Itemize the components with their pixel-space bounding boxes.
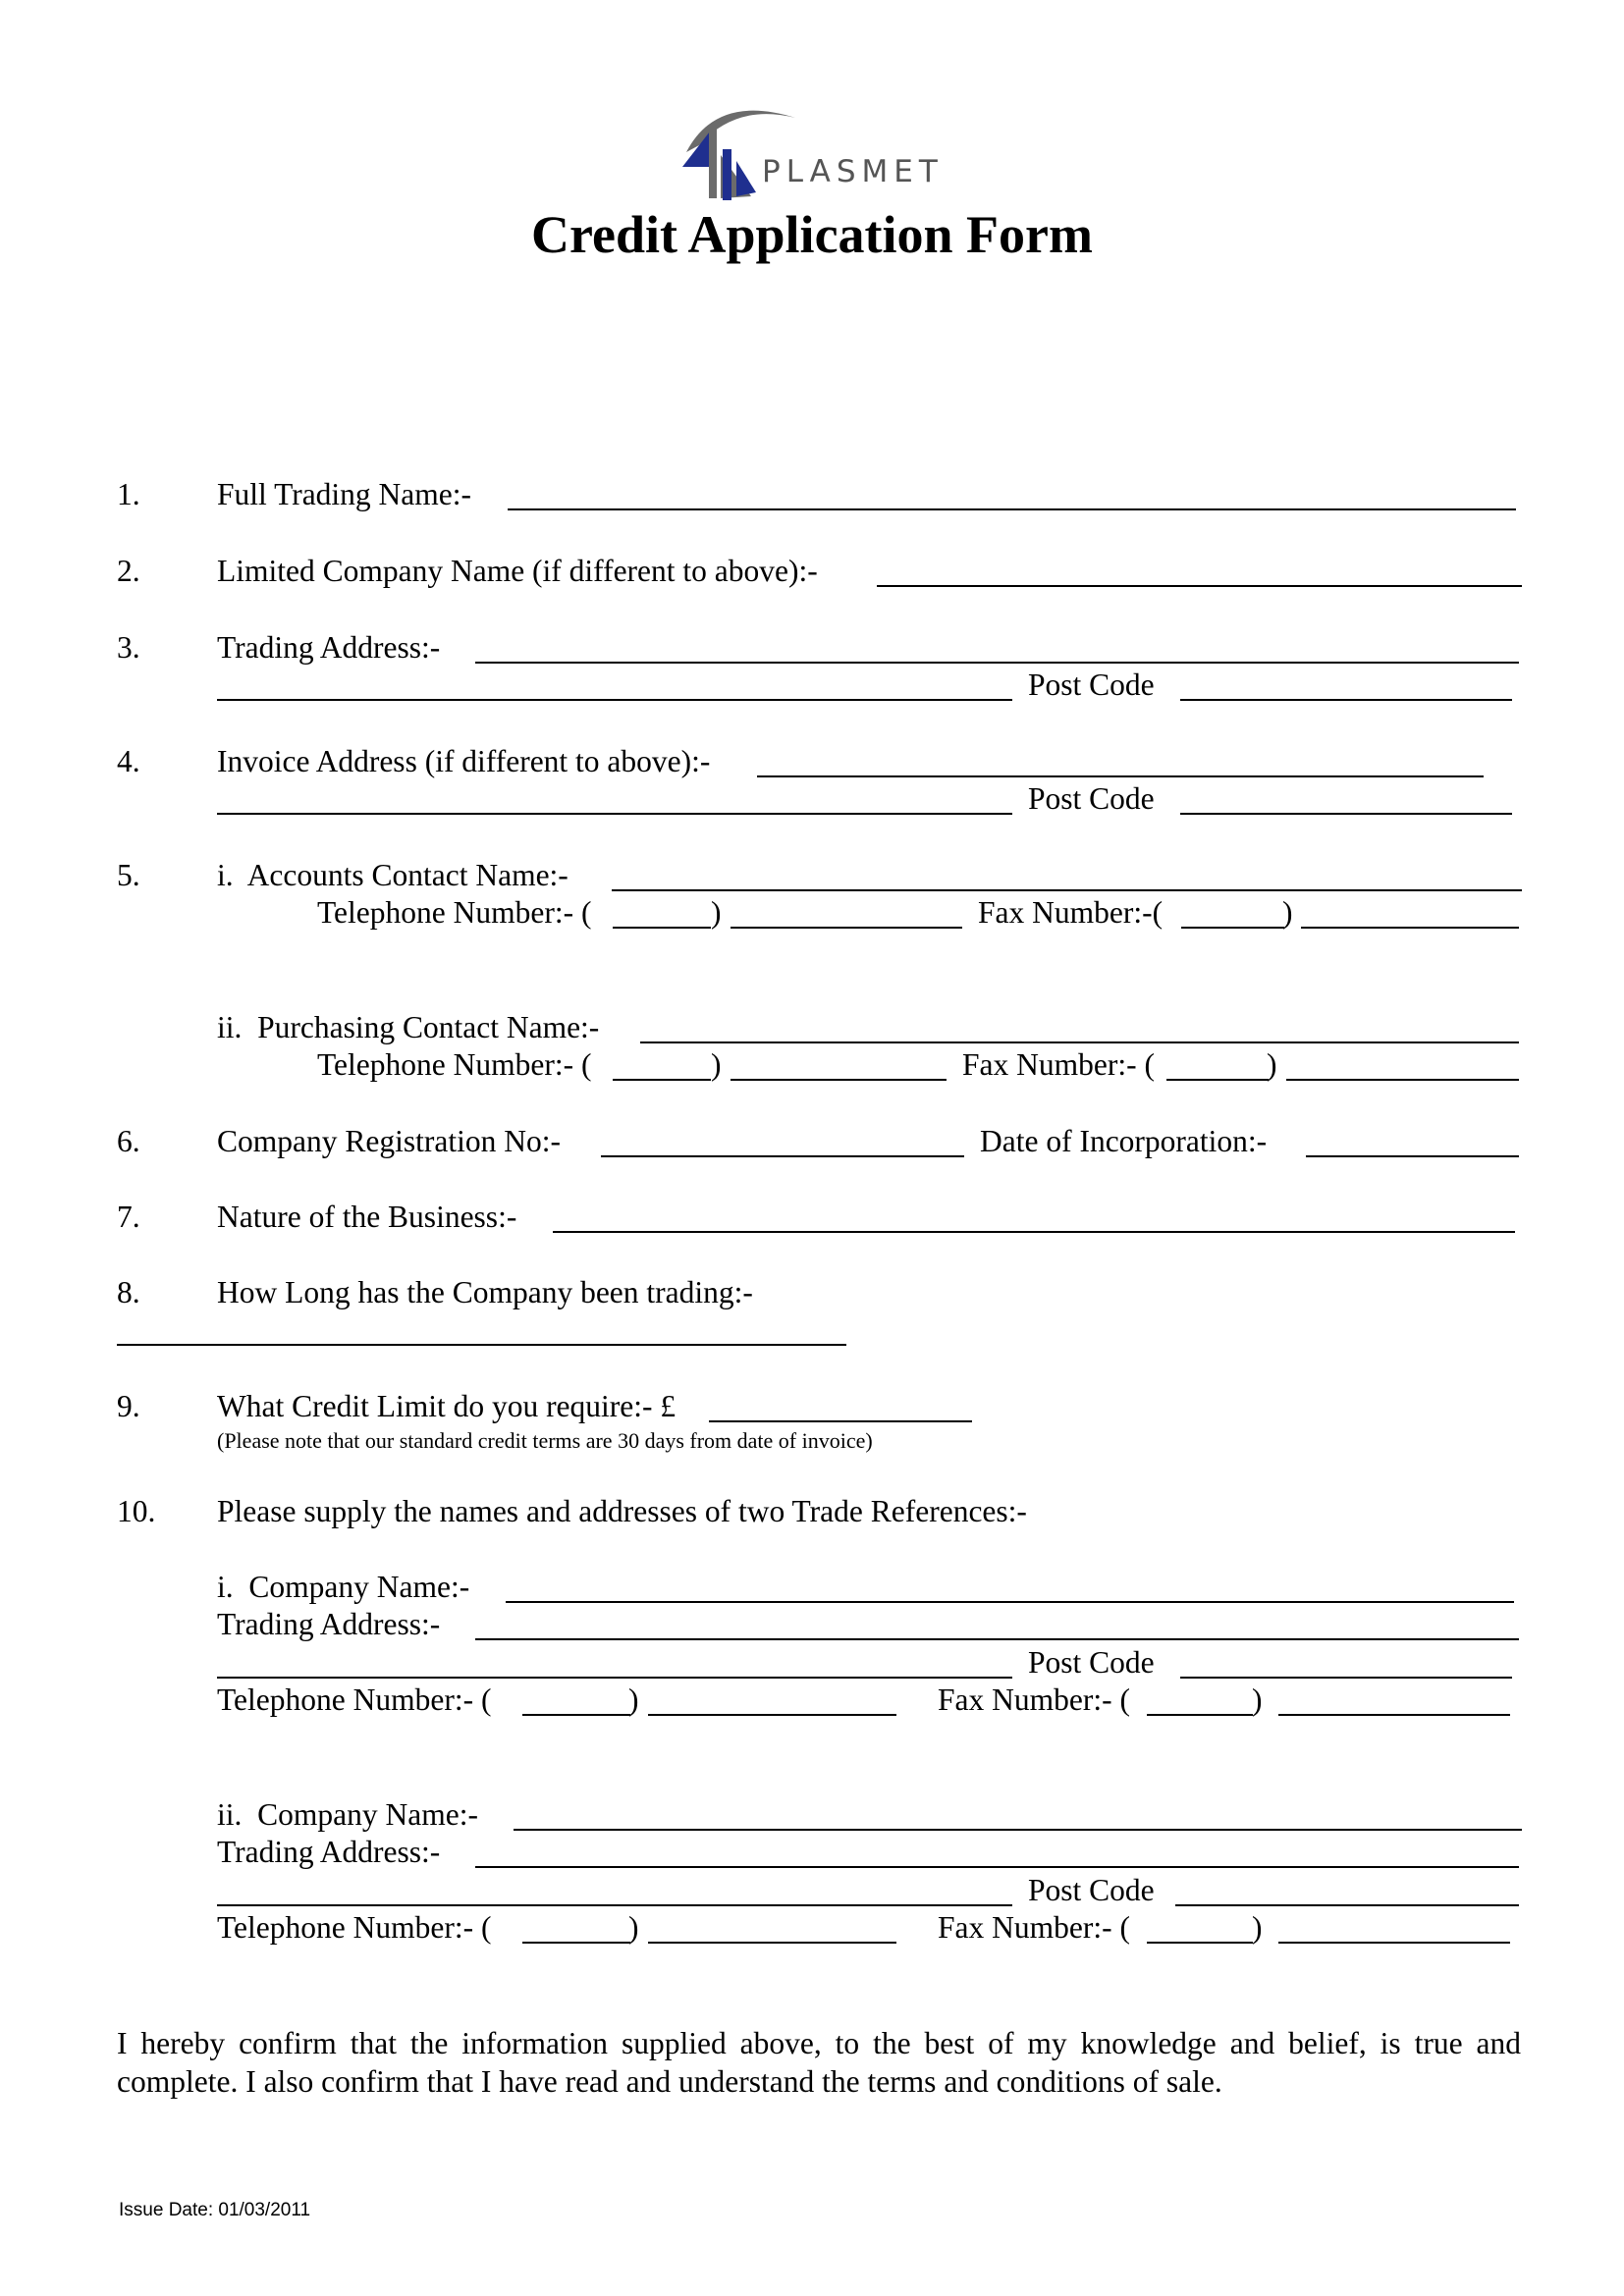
trading-address-line-1[interactable]: [475, 662, 1519, 664]
ref1-telephone-close-paren: ): [628, 1682, 639, 1717]
ref1-telephone-code-field[interactable]: [522, 1714, 630, 1716]
limited-company-name-field[interactable]: [877, 585, 1522, 587]
trading-address-postcode-label: Post Code: [1028, 667, 1155, 702]
ref1-fax-code-field[interactable]: [1147, 1714, 1253, 1716]
accounts-fax-close-paren: ): [1282, 895, 1293, 930]
ref2-fax-label: Fax Number:- (: [938, 1910, 1130, 1945]
accounts-contact-name-field[interactable]: [612, 889, 1522, 891]
purchasing-contact-name-field[interactable]: [640, 1041, 1519, 1043]
invoice-address-postcode-field[interactable]: [1180, 813, 1512, 815]
ref2-trading-address-line-2[interactable]: [217, 1904, 1012, 1906]
accounts-fax-number-field[interactable]: [1301, 927, 1519, 929]
item-number-2: 2.: [117, 554, 140, 588]
trading-address-line-2[interactable]: [217, 699, 1012, 701]
ref1-fax-label: Fax Number:- (: [938, 1682, 1130, 1717]
how-long-trading-field[interactable]: [117, 1344, 846, 1346]
item-number-6: 6.: [117, 1124, 140, 1158]
full-trading-name-field[interactable]: [508, 508, 1516, 510]
ref2-telephone-number-field[interactable]: [648, 1942, 896, 1944]
ref1-trading-address-line-2[interactable]: [217, 1677, 1012, 1679]
ref2-trading-address-line-1[interactable]: [475, 1866, 1519, 1868]
ref1-telephone-label: Telephone Number:- (: [217, 1682, 492, 1717]
accounts-telephone-number-field[interactable]: [731, 927, 962, 929]
accounts-telephone-close-paren: ): [711, 895, 722, 930]
accounts-telephone-label: Telephone Number:- (: [317, 895, 592, 930]
credit-terms-note: (Please note that our standard credit terms are 30 days from date of invoice): [217, 1428, 873, 1453]
ref1-company-name-field[interactable]: [506, 1601, 1514, 1603]
invoice-address-line-2[interactable]: [217, 813, 1012, 815]
item-number-5: 5.: [117, 858, 140, 892]
page-title: Credit Application Form: [531, 205, 1093, 264]
ref2-telephone-close-paren: ): [628, 1910, 639, 1945]
purchasing-fax-close-paren: ): [1267, 1047, 1277, 1082]
purchasing-telephone-number-field[interactable]: [731, 1079, 947, 1081]
ref2-fax-code-field[interactable]: [1147, 1942, 1253, 1944]
ref1-fax-close-paren: ): [1252, 1682, 1263, 1717]
ref1-postcode-label: Post Code: [1028, 1645, 1155, 1680]
date-of-incorporation-field[interactable]: [1306, 1155, 1519, 1157]
invoice-address-line-1[interactable]: [757, 775, 1484, 777]
ref1-trading-address-label: Trading Address:-: [217, 1607, 441, 1641]
item-number-4: 4.: [117, 744, 140, 778]
company-registration-label: Company Registration No:-: [217, 1124, 561, 1158]
ref1-postcode-field[interactable]: [1180, 1677, 1512, 1679]
nature-of-business-label: Nature of the Business:-: [217, 1200, 517, 1234]
issue-date: Issue Date: 01/03/2011: [119, 2200, 311, 2220]
how-long-trading-label: How Long has the Company been trading:-: [217, 1275, 753, 1309]
ref2-telephone-label: Telephone Number:- (: [217, 1910, 492, 1945]
limited-company-name-label: Limited Company Name (if different to above):-: [217, 554, 818, 588]
trading-address-postcode-field[interactable]: [1180, 699, 1512, 701]
item-number-7: 7.: [117, 1200, 140, 1234]
ref2-postcode-field[interactable]: [1175, 1904, 1519, 1906]
invoice-address-postcode-label: Post Code: [1028, 781, 1155, 816]
full-trading-name-label: Full Trading Name:-: [217, 477, 472, 511]
purchasing-contact-name-label: ii. Purchasing Contact Name:-: [217, 1010, 600, 1044]
ref1-fax-number-field[interactable]: [1278, 1714, 1510, 1716]
invoice-address-label: Invoice Address (if different to above):-: [217, 744, 711, 778]
purchasing-fax-label: Fax Number:- (: [962, 1047, 1155, 1082]
accounts-telephone-code-field[interactable]: [613, 927, 711, 929]
date-of-incorporation-label: Date of Incorporation:-: [980, 1124, 1268, 1158]
credit-limit-field[interactable]: [709, 1420, 972, 1422]
purchasing-fax-number-field[interactable]: [1286, 1079, 1519, 1081]
declaration-text: I hereby confirm that the information supplied above, to the best of my knowledge and belief, is true and complete. I also confirm that I have read and understand the terms and conditions of sale.: [117, 2026, 1521, 2099]
item-number-10: 10.: [117, 1494, 156, 1528]
ref2-company-name-label: ii. Company Name:-: [217, 1797, 478, 1832]
ref2-fax-close-paren: ): [1252, 1910, 1263, 1945]
ref1-company-name-label: i. Company Name:-: [217, 1570, 470, 1604]
accounts-contact-name-label: i. Accounts Contact Name:-: [217, 858, 568, 892]
ref1-trading-address-line-1[interactable]: [475, 1638, 1519, 1640]
accounts-fax-label: Fax Number:-(: [978, 895, 1164, 930]
trade-references-label: Please supply the names and addresses of two Trade References:-: [217, 1494, 1027, 1528]
purchasing-telephone-close-paren: ): [711, 1047, 722, 1082]
purchasing-telephone-code-field[interactable]: [613, 1079, 711, 1081]
brand-name: PLASMET: [762, 154, 944, 189]
purchasing-telephone-label: Telephone Number:- (: [317, 1047, 592, 1082]
item-number-8: 8.: [117, 1275, 140, 1309]
ref1-telephone-number-field[interactable]: [648, 1714, 896, 1716]
item-number-1: 1.: [117, 477, 140, 511]
company-registration-field[interactable]: [601, 1155, 964, 1157]
trading-address-label: Trading Address:-: [217, 630, 441, 665]
item-number-9: 9.: [117, 1389, 140, 1423]
ref2-postcode-label: Post Code: [1028, 1873, 1155, 1907]
ref2-fax-number-field[interactable]: [1278, 1942, 1510, 1944]
ref2-trading-address-label: Trading Address:-: [217, 1835, 441, 1869]
ref2-company-name-field[interactable]: [514, 1829, 1522, 1831]
accounts-fax-code-field[interactable]: [1181, 927, 1284, 929]
item-number-3: 3.: [117, 630, 140, 665]
plasmet-logo-icon: [677, 98, 943, 206]
nature-of-business-field[interactable]: [553, 1231, 1515, 1233]
ref2-telephone-code-field[interactable]: [522, 1942, 630, 1944]
purchasing-fax-code-field[interactable]: [1166, 1079, 1269, 1081]
credit-limit-label: What Credit Limit do you require:- £: [217, 1389, 677, 1423]
